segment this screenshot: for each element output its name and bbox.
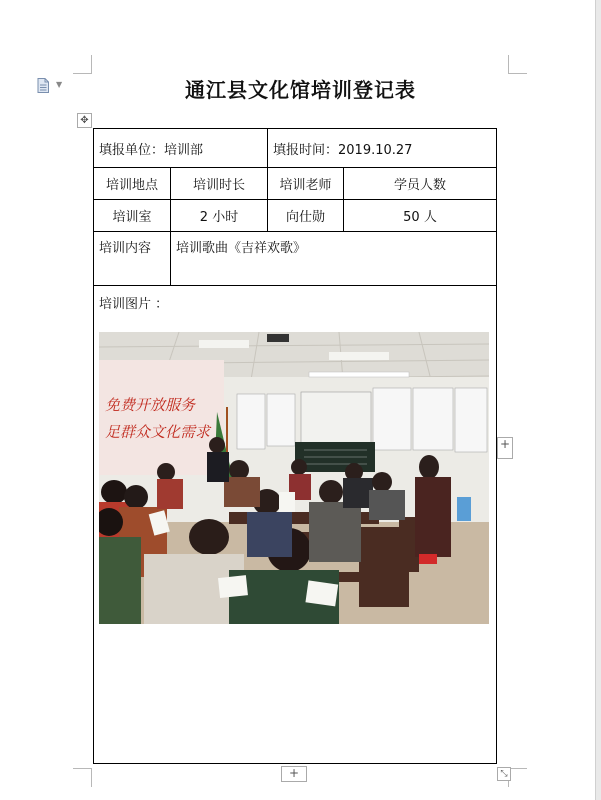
margin-corner-top-left (73, 55, 92, 74)
banner-text-1: 免费开放服务 (105, 396, 196, 414)
value-teacher: 向仕勋 (268, 200, 344, 232)
value-students: 50 人 (344, 200, 496, 232)
photo-section (94, 286, 496, 763)
header-duration: 培训时长 (171, 168, 268, 200)
chevron-down-icon[interactable]: ▼ (56, 80, 63, 89)
header-location: 培训地点 (94, 168, 171, 200)
header-teacher: 培训老师 (268, 168, 344, 200)
content-value: 培训歌曲《吉祥欢歌》 (171, 232, 496, 286)
add-column-plus-icon[interactable]: + (497, 437, 513, 459)
value-duration: 2 小时 (171, 200, 268, 232)
banner-text-2: 足群众文化需求 (105, 423, 211, 441)
value-location: 培训室 (94, 200, 171, 232)
margin-corner-top-right (508, 55, 527, 74)
content-label: 培训内容 (94, 232, 171, 286)
report-unit-cell: 填报单位：培训部 (94, 129, 268, 168)
photo-label: 培训图片 ： (99, 297, 169, 312)
page-scroll-edge (595, 0, 601, 800)
report-time-cell: 填报时间：2019.10.27 (268, 129, 496, 168)
margin-corner-bottom-left (73, 768, 92, 787)
add-row-plus-icon[interactable]: + (281, 766, 307, 782)
page-title: 通江县文化馆培训登记表 (185, 78, 416, 102)
registration-table (93, 128, 497, 764)
training-photo (99, 332, 489, 624)
header-students: 学员人数 (344, 168, 496, 200)
resize-icon[interactable]: ⤡ (497, 767, 511, 781)
move-icon[interactable]: ✥ (77, 113, 92, 128)
